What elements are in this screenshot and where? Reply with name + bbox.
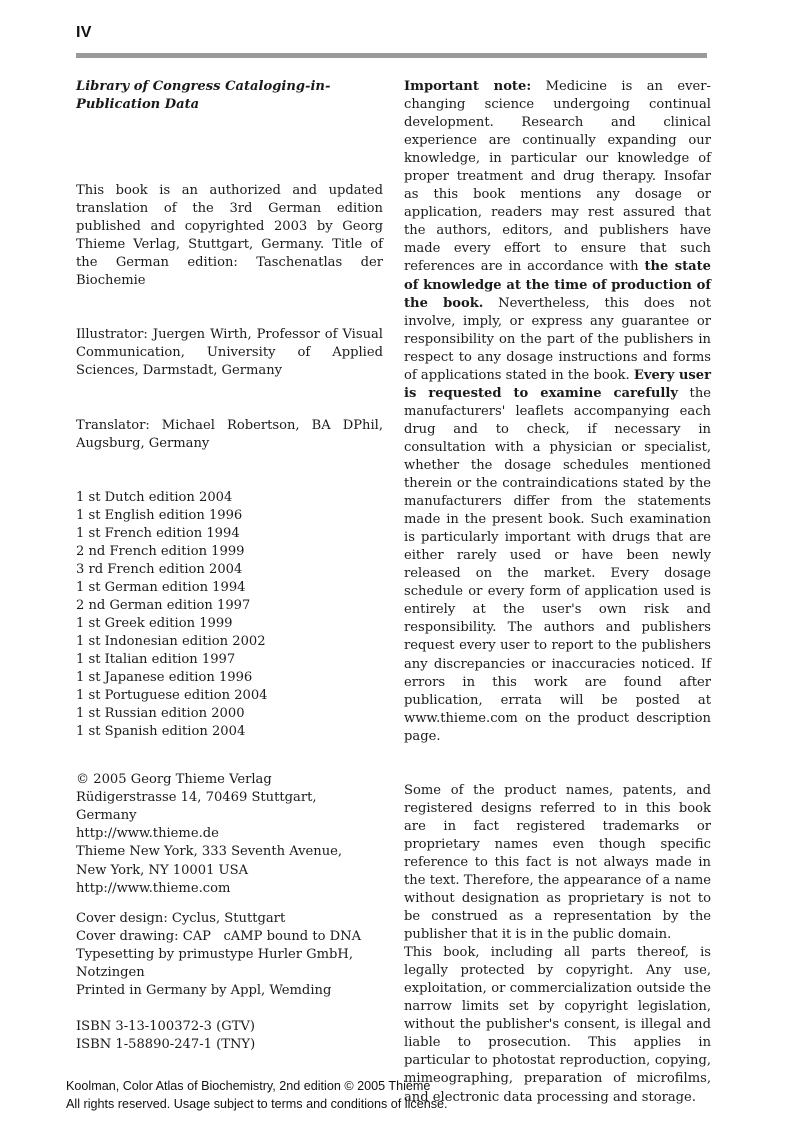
spacer bbox=[76, 453, 383, 489]
spacer bbox=[404, 746, 711, 782]
footer-rights: All rights reserved. Usage subject to terms and conditions of license. bbox=[66, 1096, 448, 1111]
list-item: 1 st German edition 1994 bbox=[76, 579, 246, 595]
list-item: 2 nd French edition 1999 bbox=[76, 543, 245, 559]
important-note-part3: the manufacturers' leaflets accompanying each drug and to check, if necessary in consultation with a physician or specialist, whether the dosage schedules mentioned therein or the contraindications stated by the manufacturers differ from the statements made in the present book. Such examination is particularly important with drugs that are either rarely used or have been newly released on the market. Every dosage schedule or every form of application used is entirely at the user's own risk and responsibility. The authors and publishers request every user to report to the publishers any discrepancies or inaccuracies noticed. If errors in this work are found after publication, errata will be posted at www.thieme.com on the product description page. bbox=[404, 385, 711, 744]
footer-citation: Koolman, Color Atlas of Biochemistry, 2nd edition © 2005 Thieme bbox=[66, 1079, 431, 1093]
spacer bbox=[76, 290, 383, 326]
list-item: 1 st Portuguese edition 2004 bbox=[76, 688, 268, 704]
important-note-bold-examine-carefully: Every user is requested to examine carefully bbox=[404, 367, 711, 401]
list-item: 1 st Dutch edition 2004 bbox=[76, 489, 233, 505]
trademark-note: Some of the product names, patents, and registered designs referred to in this book are in fact registered trademarks or proprietary names even though specific reference to this fact is not always made in the text. Therefore, the appearance of a name without designation as proprietary is not to be construed as a representation by the publisher that it is in the public domain. bbox=[404, 782, 711, 943]
production-line: Typesetting by primustype Hurler GmbH, bbox=[76, 946, 354, 962]
publisher-url: http://www.thieme.de bbox=[76, 826, 219, 842]
list-item: 1 st Russian edition 2000 bbox=[76, 706, 245, 722]
list-item: 1 st Italian edition 1997 bbox=[76, 652, 236, 668]
list-item: 2 nd German edition 1997 bbox=[76, 597, 251, 613]
page-number: IV bbox=[76, 24, 92, 41]
list-item: 1 st Greek edition 1999 bbox=[76, 615, 233, 631]
important-note-paragraph bbox=[404, 78, 711, 746]
header-rule bbox=[76, 53, 707, 58]
spacer bbox=[76, 898, 383, 910]
list-item: 1 st English edition 1996 bbox=[76, 507, 243, 523]
isbn-line: ISBN 1-58890-247-1 (TNY) bbox=[76, 1036, 256, 1052]
copyright-note: This book, including all parts thereof, is legally protected by copyright. Any use, exploitation, or commercialization outside the narrow limits set by copyright legislation, without the publisher's consent, is illegal and liable to prosecution. This applies in particular to photostat reproduction, copying, mimeographing, preparation of microfilms, and electronic data processing and storage. bbox=[404, 945, 711, 1105]
important-note-label: Important note: bbox=[404, 79, 532, 94]
translator-credit: Translator: Michael Robertson, BA DPhil, Augsburg, Germany bbox=[76, 417, 383, 451]
editions-list bbox=[76, 489, 383, 742]
publisher-line: © 2005 Georg Thieme Verlag bbox=[76, 772, 272, 788]
important-note-part2: Nevertheless, this does not involve, imply, or express any guarantee or responsibility on the part of the publishers in respect to any dosage instructions and forms of applications stated in the book. bbox=[404, 295, 711, 383]
right-column bbox=[404, 78, 711, 1107]
isbn-block bbox=[76, 1018, 383, 1054]
list-item: 1 st Indonesian edition 2002 bbox=[76, 633, 266, 649]
spacer bbox=[76, 381, 383, 417]
list-item: 3 rd French edition 2004 bbox=[76, 561, 243, 577]
page-footer bbox=[66, 1078, 726, 1113]
important-note-bold-state-of-knowledge: the state of knowledge at the time of production of the book. bbox=[404, 259, 712, 311]
publisher-line: Germany bbox=[76, 808, 137, 824]
spacer bbox=[76, 114, 383, 182]
production-line: Notzingen bbox=[76, 964, 145, 980]
spacer bbox=[76, 741, 383, 771]
spacer bbox=[76, 1000, 383, 1018]
important-note-part1: Medicine is an ever-changing science undergoing continual development. Research and clinical experience are continually expanding our knowledge, in particular our knowledge of proper treatment and drug therapy. Insofar as this book mentions any dosage or application, readers may rest assured that the authors, editors, and publishers have made every effort to ensure that such references are in accordance with bbox=[404, 79, 711, 275]
list-item: 1 st Spanish edition 2004 bbox=[76, 724, 246, 740]
publisher-line: Thieme New York, 333 Seventh Avenue, bbox=[76, 844, 343, 860]
publisher-block bbox=[76, 771, 383, 897]
translation-note: This book is an authorized and updated translation of the 3rd German edition published and copyrighted 2003 by Georg Thieme Verlag, Stuttgart, Germany. Title of the German edition: Taschenatlas der Biochemie bbox=[76, 183, 383, 289]
production-line: Printed in Germany by Appl, Wemding bbox=[76, 982, 332, 998]
publisher-url: http://www.thieme.com bbox=[76, 880, 231, 896]
cip-heading: Library of Congress Cataloging-in-Publication Data bbox=[76, 79, 331, 113]
illustrator-credit: Illustrator: Juergen Wirth, Professor of Visual Communication, University of Applied Sciences, Darmstadt, Germany bbox=[76, 327, 383, 379]
production-line: Cover drawing: CAP cAMP bound to DNA bbox=[76, 928, 362, 944]
publisher-line: Rüdigerstrasse 14, 70469 Stuttgart, bbox=[76, 790, 317, 806]
list-item: 1 st French edition 1994 bbox=[76, 525, 240, 541]
isbn-line: ISBN 3-13-100372-3 (GTV) bbox=[76, 1018, 255, 1034]
production-line: Cover design: Cyclus, Stuttgart bbox=[76, 910, 286, 926]
list-item: 1 st Japanese edition 1996 bbox=[76, 670, 253, 686]
left-column bbox=[76, 78, 383, 1054]
publisher-line: New York, NY 10001 USA bbox=[76, 862, 249, 878]
production-block bbox=[76, 910, 383, 1000]
